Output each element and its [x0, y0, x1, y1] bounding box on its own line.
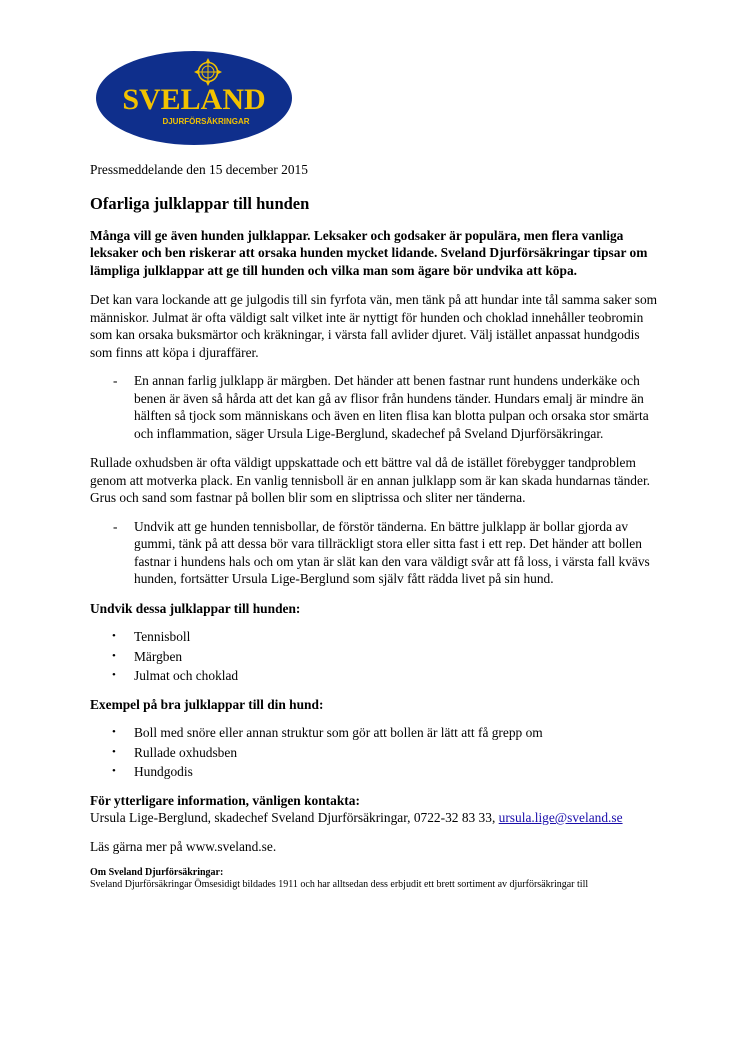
paragraph-oxhide: Rullade oxhudsben är ofta väldigt uppskattade och ett bättre val då de istället förebygger tandproblem genom att motverka plack. En vanlig tennisboll är en annan julklapp som är kan skada hundarnas tänder. Grus och sand som fastnar på bollen blir som en sliptrissa och sliter ner tänderna. [90, 455, 651, 505]
date-line: Pressmeddelande den 15 december 2015 [90, 162, 308, 177]
quote-marrow-bones [90, 372, 660, 442]
website-line: Läs gärna mer på www.sveland.se. [90, 838, 277, 854]
dash-marker: - [113, 518, 118, 534]
about-text: Sveland Djurförsäkringar Ömsesidigt bildades 1911 och har alltsedan dess erbjudit ett brett sortiment av djurförsäkringar till [90, 879, 589, 890]
press-release-body [90, 161, 660, 891]
contact-email-link[interactable]: ursula.lige@sveland.se [498, 810, 623, 825]
good-list [90, 723, 660, 782]
bullet-icon: • [112, 765, 116, 777]
contact-text: Ursula Lige-Berglund, skadechef Sveland Djurförsäkringar, 0722-32 83 33, [90, 810, 499, 825]
quote-tennis-balls [90, 518, 660, 588]
avoid-heading: Undvik dessa julklappar till hunden: [90, 600, 301, 616]
lead-paragraph: Många vill ge även hunden julklappar. Leksaker och godsaker är populära, men flera vanliga leksaker och ben riskerar att orsaka hunden mycket lidande. Sveland Djurförsäkringar tipsar om lämpliga julklappar att ge till hunden och vilka man som ägare bör undvika att köpa. [90, 227, 648, 278]
sveland-logo [95, 50, 293, 146]
good-heading: Exempel på bra julklappar till din hund: [90, 696, 324, 712]
about-heading: Om Sveland Djurförsäkringar: [90, 867, 224, 878]
list-item: • Tennisboll [90, 627, 660, 647]
list-item: • Rullade oxhudsben [90, 743, 660, 763]
bullet-icon: • [112, 669, 116, 681]
paragraph-intro: Det kan vara lockande att ge julgodis till sin fyrfota vän, men tänk på att hundar inte tål samma saker som människor. Julmat är ofta väldigt salt vilket inte är nyttigt för hunden och choklad innehåller teobromin som kan orsaka buksmärtor och kräkningar, i värsta fall avlider djuret. Välj istället anpassat hundgodis som finns att köpa i djuraffärer. [90, 292, 658, 360]
quote-text: En annan farlig julklapp är märgben. Det händer att benen fastnar runt hundens underkäke och benen är även så hårda att det kan gå av flisor från hundens tänder. Hundars emalj är mindre än hälften så tjock som människans och även en liten flisa kan blotta pulpan och orsaka stor smärta och inflammation, säger Ursula Lige-Berglund, skadechef på Sveland Djurförsäkringar. [134, 373, 649, 441]
list-item: • Boll med snöre eller annan struktur som gör att bollen är lätt att få grepp om [90, 723, 660, 743]
page-title: Ofarliga julklappar till hunden [90, 193, 310, 213]
list-item: • Julmat och choklad [90, 666, 660, 686]
quote-text: Undvik att ge hunden tennisbollar, de förstör tänderna. En bättre julklapp är bollar gjorda av gummi, tänk på att dessa bör vara tillräckligt stora eller sitta fast i ett rep. Det händer att bollen fastnar i hundens hals och om ytan är slät kan den vara väldigt svår att få loss, i värsta fall kvävs hunden, fortsätter Ursula Lige-Berglund som själv fått rädda livet på sin hund. [134, 518, 650, 586]
bullet-icon: • [112, 745, 116, 758]
list-item: • Hundgodis [90, 762, 660, 782]
logo-tagline: DJURFÖRSÄKRINGAR [162, 117, 250, 126]
contact-line [90, 809, 660, 827]
logo-brand: SVELAND [122, 83, 266, 116]
bullet-icon: • [112, 726, 116, 738]
bullet-icon: • [112, 649, 116, 662]
avoid-list [90, 627, 660, 686]
list-item: • Märgben [90, 647, 660, 667]
contact-heading: För ytterligare information, vänligen kontakta: [90, 792, 360, 808]
dash-marker: - [113, 373, 118, 388]
bullet-icon: • [112, 630, 116, 642]
